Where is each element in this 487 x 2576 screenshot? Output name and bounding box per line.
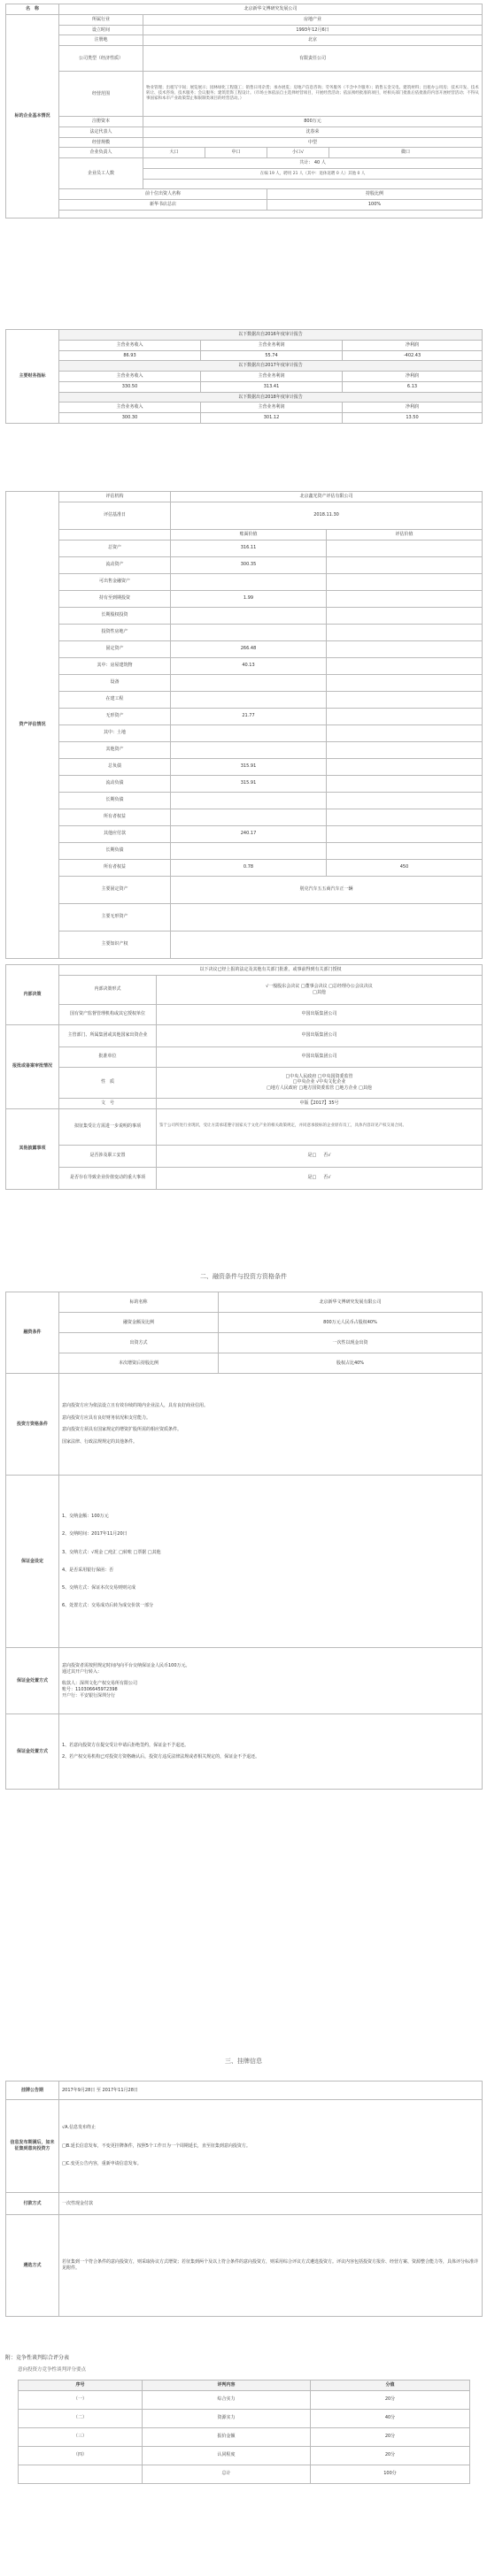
book-value [171, 573, 327, 590]
form-options [157, 975, 483, 1004]
scale-option: 微口 [329, 148, 483, 158]
disposal-line: 开户行：平安银行深圳分行 [62, 1692, 116, 1698]
asset-row [6, 657, 483, 674]
profit-value: 55.74 [201, 350, 343, 361]
appraised-value [327, 624, 483, 640]
unit-value: 中国出版集团公司 [157, 1046, 483, 1067]
asset-key: 无形资产 [59, 708, 171, 724]
col-header [59, 529, 171, 540]
score-value: 20分 [311, 2446, 470, 2465]
unit-key: 批准单位 [59, 1046, 157, 1067]
asset-row [6, 691, 483, 708]
scale-option: 大口 [143, 148, 205, 158]
book-value: 240.17 [171, 825, 327, 842]
headcount-total [143, 158, 483, 169]
deposit-line: 6、处置方式：交易成功后转为成交价款一部分 [62, 1603, 154, 1609]
field-key: 注册地 [59, 35, 143, 46]
rights-label: 主要知识产权 [59, 931, 171, 958]
investor-line: 意向投资方应具有良好财务状况和支付能力。 [62, 1414, 151, 1421]
score-num: （二） [19, 2409, 143, 2427]
asset-key: 在建工程 [59, 691, 171, 708]
appraised-value [327, 674, 483, 691]
asset-row [6, 556, 483, 573]
score-num: （一） [19, 2390, 143, 2409]
name-label: 名 称 [6, 4, 59, 15]
headcount-label: 企业员工人数 [59, 158, 143, 189]
col-header: 净利润 [343, 402, 483, 413]
pay-value: 一次性现金付款 [59, 2193, 483, 2215]
financing-value: 北京新华文博研究发展有限公司 [219, 1292, 483, 1313]
unit-value: 中国出版集团公司 [157, 1024, 483, 1046]
basic-info-table [5, 4, 483, 218]
financing-table [5, 1292, 483, 1790]
appraised-value [327, 825, 483, 842]
asset-key: 所有者权益 [59, 859, 171, 876]
book-value [171, 724, 327, 741]
other-question: 拟征集受让方需进一步说明的事项 [59, 1108, 157, 1145]
form-label: 内部决策形式 [59, 975, 157, 1004]
asset-row [6, 540, 483, 556]
score-value: 20分 [311, 2427, 470, 2446]
asset-key: 长期负债 [59, 842, 171, 859]
method-label: 遴选方式 [6, 2215, 59, 2317]
score-num: （四） [19, 2446, 143, 2465]
asset-row [6, 775, 483, 792]
deposit-note-label: 保证金处置方式 [6, 1714, 59, 1790]
score-value: 40分 [311, 2409, 470, 2427]
period-label: 挂牌公告期 [6, 2082, 59, 2100]
score-content: 认同程度 [143, 2446, 311, 2465]
col-header: 主营业务利润 [201, 402, 343, 413]
total-label: 共计： [299, 160, 313, 166]
method-value: 若征集到一个符合条件的意向投资方，则采取协议方式增资；若征集到两个及以上符合条件的意向投资方，则采用综合评议方式遴选投资方。评议内容包括投资方报价、经营方案、资源整合能力等，具体评分标准详见附件。 [59, 2215, 483, 2317]
asset-key: 其中：土地 [59, 724, 171, 741]
field-key: 注册资本 [59, 117, 143, 127]
form-option: □总经理办公会议决议 [329, 984, 373, 989]
nature-option: □地方国资委监管 [298, 1085, 335, 1092]
book-value: 316.11 [171, 540, 327, 556]
asset-row [6, 741, 483, 758]
section3-title: 三、挂牌信息 [225, 2058, 262, 2065]
major-asset-label: 主要固定资产 [59, 876, 171, 903]
disposal-line: 收款人：深圳文化产权交易所有限公司 [62, 1681, 138, 1686]
intangible-value [171, 903, 483, 931]
major-asset-row [6, 876, 483, 903]
other-question: 是否存在导致企业价值变动的重大事项 [59, 1167, 157, 1189]
asset-key: 总资产 [59, 540, 171, 556]
field-key: 所属行业 [59, 14, 143, 25]
field-key: 法定代表人 [59, 126, 143, 137]
deposit-line: 2、交纳时间：2017年11月20日 [62, 1531, 128, 1537]
asset-row [6, 792, 483, 809]
investor-line: 意向投资方须具有国家规定的增资扩股所需的相应资质条件。 [62, 1427, 182, 1433]
financing-value: 股权占比40% [219, 1353, 483, 1374]
appraised-value [327, 657, 483, 674]
investor-line: 意向投资方应为依法设立且有效存续的境内企业法人，具有良好商业信用。 [62, 1403, 209, 1409]
field-value: 800万元 [143, 117, 483, 127]
col-header: 净利润 [343, 340, 483, 350]
asset-row [6, 842, 483, 859]
field-value: 沈春荣 [143, 126, 483, 137]
deposit-note-lines [59, 1714, 483, 1790]
scale-option: 中口 [205, 148, 267, 158]
section2-title: 二、融资条件与投资方资格条件 [200, 1273, 287, 1280]
nature-option: □中央国资委监管 [317, 1073, 353, 1079]
shareholder-ratio: 100% [267, 199, 483, 210]
col-header: 主营业务利润 [201, 372, 343, 382]
total-value: 100分 [311, 2465, 470, 2483]
disposal-line: 账号：110306645972398 [62, 1686, 118, 1692]
year1-title: 以下数据出自2016年度审计报告 [59, 330, 483, 341]
scale-option: 小口√ [267, 148, 329, 158]
deposit-line: 3、交纳方式：√现金 □电汇 □转账 □票据 □其他 [62, 1549, 161, 1555]
appraised-value [327, 590, 483, 607]
book-value: 266.48 [171, 640, 327, 657]
disposal-line: 意向投资者需按照规定时间内向平台交纳保证金人民币100万元。 [62, 1662, 190, 1668]
field-key: 经营规模 [59, 137, 143, 148]
other-answer: 是□ 否√ [157, 1145, 483, 1167]
intangible-label: 主要无形资产 [59, 903, 171, 931]
appraised-value [327, 775, 483, 792]
company-name: 北京新华文博研究发展公司 [59, 4, 483, 15]
rights-value [171, 931, 483, 958]
other-answer: 鉴于公司所处行业现状，受让方需承诺遵守国家关于文化产业的相关政策规定，并同意承接标的企业原有员工，具体内容详见产权交易合同。 [157, 1108, 483, 1145]
top10-label: 前十位出资人名称 [59, 189, 267, 200]
unit-key: 主管部门、所属集团或其他国家出资企业 [59, 1024, 157, 1046]
field-value: 北京 [143, 35, 483, 46]
book-value [171, 674, 327, 691]
nature-option: √中央文化企业 [316, 1079, 346, 1085]
score-content: 资源实力 [143, 2409, 311, 2427]
col-header: 账面价值 [171, 529, 327, 540]
other-answer: 是□ 否√ [157, 1167, 483, 1189]
intangible-row [6, 903, 483, 931]
deposit-line: 1、交纳金额：100万元 [62, 1514, 109, 1519]
asset-key: 其他应付款 [59, 825, 171, 842]
major-asset-value: 别克汽车五五商汽车正一辆 [171, 876, 483, 903]
financing-label: 融资条件 [6, 1292, 59, 1374]
disposal-lines [59, 1648, 483, 1714]
col-header: 主营业务收入 [59, 402, 201, 413]
deposit-line: 5、交纳方式：保证本次交易则则完成 [62, 1585, 136, 1591]
asset-key: 投资性房地产 [59, 624, 171, 640]
asset-key: 设备 [59, 674, 171, 691]
book-value [171, 792, 327, 809]
nature-option: □地方人民政府 [267, 1085, 298, 1092]
asset-row [6, 758, 483, 775]
asset-row [6, 640, 483, 657]
deposit-note-line: 2、若产权交易机构已对投资方资格确认后，投资方违反法律法规或者相关规定的，保证金不予退还。 [62, 1754, 260, 1760]
appraised-value [327, 540, 483, 556]
col-header: 主营业务收入 [59, 340, 201, 350]
headcount-detail: 在编 19 人，聘用 21 人（其中：退休返聘 0 人）其他 0 人 [143, 169, 483, 180]
asset-row [6, 590, 483, 607]
asset-key: 总负债 [59, 758, 171, 775]
date-value: 2018.11.30 [171, 502, 483, 529]
revenue-value: 330.50 [59, 381, 201, 392]
decision-table [5, 964, 483, 1190]
scale-label: 企业负责人 [59, 148, 143, 158]
field-key: 经营范围 [59, 72, 143, 117]
asset-row [6, 624, 483, 640]
field-value: 房地产业 [143, 14, 483, 25]
col-header: 分值 [311, 2380, 470, 2391]
book-value [171, 607, 327, 624]
net-profit-value: -402.43 [343, 350, 483, 361]
book-value: 0.78 [171, 859, 327, 876]
asset-row [6, 607, 483, 624]
deposit-label: 保证金设定 [6, 1476, 59, 1648]
financing-key: 出资方式 [59, 1333, 219, 1353]
shareholder-name: 新华书店总店 [59, 199, 267, 210]
rights-row [6, 931, 483, 958]
scoring-subtitle: 意向投资方竞争性谈判评分要点 [18, 2367, 87, 2373]
nonmatch-option: □B.延长信息发布，不变更挂牌条件，按照5个工作日为一个周期延长，直至征集到意向投资方。 [62, 2143, 251, 2149]
asset-key: 持有至到期投资 [59, 590, 171, 607]
assets-label: 资产评估情况 [6, 492, 59, 959]
asset-key: 流动资产 [59, 556, 171, 573]
score-value: 20分 [311, 2390, 470, 2409]
asset-key: 固定资产 [59, 640, 171, 657]
col-header: 净利润 [343, 372, 483, 382]
total-label: 总计 [143, 2465, 311, 2483]
basic-info-label: 标的企业基本情况 [6, 14, 59, 218]
appraised-value [327, 809, 483, 825]
scoring-title: 附：竞争性谈判综合评分表 [5, 2355, 70, 2361]
book-value: 300.35 [171, 556, 327, 573]
profit-value: 301.12 [201, 413, 343, 424]
field-value: 中型 [143, 137, 483, 148]
authority-label: 国有资产监督管理机构或其它授权单位 [59, 1004, 157, 1024]
asset-key: 长期负债 [59, 792, 171, 809]
nonmatch-option: □C.变更公告内容，重新申请信息发布。 [62, 2160, 142, 2166]
financing-key: 融资金额及比例 [59, 1313, 219, 1333]
asset-row [6, 809, 483, 825]
book-value: 40.13 [171, 657, 327, 674]
appraised-value [327, 741, 483, 758]
period-value: 2017年9月28日 至 2017年11月28日 [59, 2082, 483, 2100]
investor-line: 国家法律、行政法规规定的其他条件。 [62, 1438, 138, 1445]
spacer [143, 180, 483, 189]
investor-lines [59, 1374, 483, 1476]
asset-row [6, 674, 483, 691]
appraised-value [327, 691, 483, 708]
spacer [59, 210, 483, 218]
other-question: 是否涉及职工安置 [59, 1145, 157, 1167]
book-value: 315.91 [171, 775, 327, 792]
financing-key: 标的名称 [59, 1292, 219, 1313]
business-scope: 物业管理；出租写字间；展览展示；园林绿化工程施工；销售日用杂货；承办展览；房地产信息咨询；劳务服务（不含中介服务）；销售五金交电、建筑材料；出租办公用房；技术开发、技术转让、技术咨询、技术服务；会议服务；建筑装饰工程设计。（市场主体依法自主选择经营项目，开展经营活动；依法须经批准的项目，经相关部门批准后依批准的内容开展经营活动；不得从事国家和本市产业政策禁止和限制类项目的经营活动。） [143, 72, 483, 117]
asset-key: 可出售金融资产 [59, 573, 171, 590]
financing-key: 本次增资后持股比例 [59, 1353, 219, 1374]
book-value [171, 624, 327, 640]
form-option: √一般股东会决议 [266, 984, 300, 989]
nature-option: □中央企业 [292, 1079, 315, 1085]
financing-value: 800万元人民币占股权40% [219, 1313, 483, 1333]
appraised-value [327, 556, 483, 573]
nature-option: □地方企业 [335, 1085, 358, 1092]
deposit-note-line: 1、若意向投资方在提交受让申请后拒绝签约，保证金不予退还。 [62, 1742, 189, 1748]
listing-table [5, 2081, 483, 2317]
asset-key: 其他资产 [59, 741, 171, 758]
disposal-label: 保证金处置方式 [6, 1648, 59, 1714]
book-value [171, 809, 327, 825]
asset-key: 所有者权益 [59, 809, 171, 825]
nonmatch-options [59, 2100, 483, 2193]
col-header: 评估价值 [327, 529, 483, 540]
revenue-value: 300.30 [59, 413, 201, 424]
asset-row [6, 708, 483, 724]
asset-row [6, 573, 483, 590]
asset-row [6, 825, 483, 842]
appraised-value [327, 792, 483, 809]
decision-line: 以下决议已经上报的法定及其他有关部门批准，或事前得到有关部门授权 [59, 965, 483, 976]
field-value: 1993年12月6日 [143, 25, 483, 35]
appraised-value [327, 842, 483, 859]
col-header: 主营业务利润 [201, 340, 343, 350]
finance-table [5, 329, 483, 424]
nonmatch-option: √A.信息发布终止 [62, 2125, 97, 2131]
decision-label: 内部决策 [6, 965, 59, 1025]
investor-label: 投资方资格条件 [6, 1374, 59, 1476]
appraised-value [327, 607, 483, 624]
appraised-value [327, 573, 483, 590]
appraised-value [327, 640, 483, 657]
book-value: 1.99 [171, 590, 327, 607]
col-header: 评判内容 [143, 2380, 311, 2391]
asset-key: 流动负债 [59, 775, 171, 792]
total-num [19, 2465, 143, 2483]
field-key: 设立时间 [59, 25, 143, 35]
year2-title: 以下数据出自2017年度审计报告 [59, 361, 483, 372]
form-option: □董事会决议 [300, 984, 328, 989]
book-value: 315.91 [171, 758, 327, 775]
net-profit-value: 6.13 [343, 381, 483, 392]
col-header: 序号 [19, 2380, 143, 2391]
asset-row [6, 724, 483, 741]
assets-table [5, 491, 483, 959]
score-num: （三） [19, 2427, 143, 2446]
field-value: 有限责任公司 [143, 46, 483, 72]
asset-row [6, 859, 483, 876]
net-profit-value: 13.50 [343, 413, 483, 424]
field-key: 公司类型（经济性质） [59, 46, 143, 72]
audit-label: 评估机构 [59, 492, 171, 502]
score-content: 综合实力 [143, 2390, 311, 2409]
form-option: □其他 [313, 989, 326, 995]
book-value: 21.77 [171, 708, 327, 724]
total-unit: 人 [321, 160, 326, 166]
audit-value: 北京鑫光资产评估有限公司 [171, 492, 483, 502]
financing-value: 一次性以现金出资 [219, 1333, 483, 1353]
appraised-value [327, 708, 483, 724]
pay-label: 付款方式 [6, 2193, 59, 2215]
asset-key: 其中：房屋建筑物 [59, 657, 171, 674]
col-header: 主营业务收入 [59, 372, 201, 382]
nonmatch-label: 信息发布期满后，如未征集到意向投资方 [6, 2100, 59, 2193]
deposit-line: 4、是否采用银行保函：否 [62, 1567, 114, 1573]
approval-label: 报批或备案审批情况 [6, 1024, 59, 1108]
scoring-table [18, 2380, 470, 2484]
finance-label: 主要财务指标 [6, 330, 59, 424]
deposit-lines [59, 1476, 483, 1648]
doc-value: 中版【2017】35号 [157, 1098, 483, 1108]
revenue-value: 86.93 [59, 350, 201, 361]
profit-value: 313.41 [201, 381, 343, 392]
year3-title: 以下数据出自2018年度审计报告 [59, 392, 483, 402]
doc-label: 文 号 [59, 1098, 157, 1108]
appraised-value [327, 758, 483, 775]
other-label: 其他披露事项 [6, 1108, 59, 1189]
book-value [171, 842, 327, 859]
appraised-value [327, 724, 483, 741]
disposal-line: 通过其开户行转入： [62, 1668, 103, 1675]
nature-option: □其他 [359, 1085, 372, 1092]
date-label: 评估基准日 [59, 502, 171, 529]
nature-options [157, 1067, 483, 1098]
book-value [171, 691, 327, 708]
appraised-value: 450 [327, 859, 483, 876]
authority-value: 中国出版集团公司 [157, 1004, 483, 1024]
score-content: 报价金额 [143, 2427, 311, 2446]
total-value: 40 [313, 160, 321, 166]
book-value [171, 741, 327, 758]
ratio-label: 持股比例 [267, 189, 483, 200]
nature-option: □中央人民政府 [285, 1073, 317, 1079]
nature-label: 性 质 [59, 1067, 157, 1098]
asset-key: 长期股权投资 [59, 607, 171, 624]
